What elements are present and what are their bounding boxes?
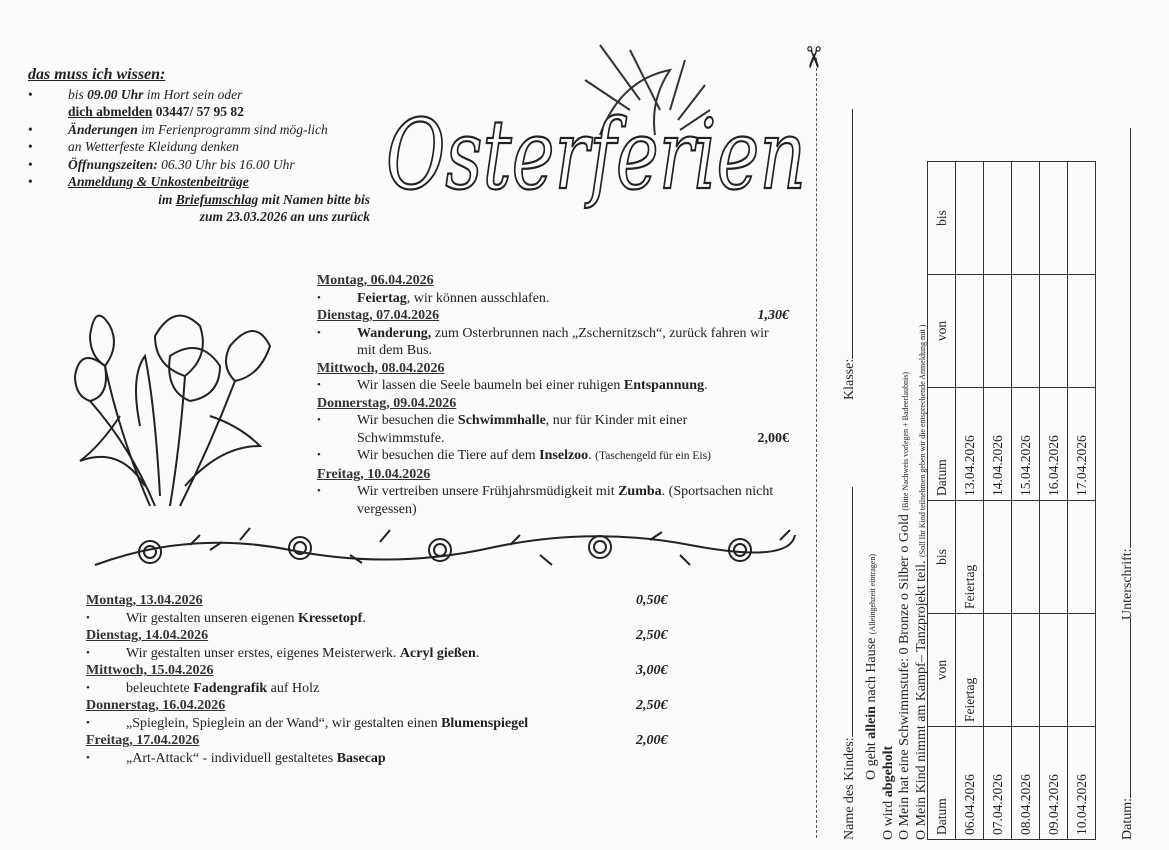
day-heading: Dienstag, 07.04.2026: [317, 308, 440, 323]
activity: • „Spieglein, Spieglein an der Wand“, wir gestalten einen Blumenspiegel: [86, 715, 676, 733]
activity: • Wir lassen die Seele baumeln bei einer ruhigen Entspannung.: [317, 377, 789, 395]
table-row: [1068, 162, 1096, 840]
option-dance[interactable]: O Mein Kind nimmt am Kampf– Tanzprojekt teil. (Soll Ihr Kind teilnehmen geben wir die entsprechende Anmeldung mit ): [914, 324, 929, 840]
time-to-cell[interactable]: [984, 162, 1012, 275]
day-heading: Dienstag, 14.04.2026: [86, 628, 209, 643]
time-to-cell[interactable]: [1068, 501, 1096, 614]
date-cell: 10.04.2026: [1068, 727, 1096, 840]
date-field[interactable]: Datum:: [1120, 618, 1136, 840]
col-header: Datum: [928, 388, 956, 501]
child-name-field[interactable]: Name des Kindes:: [842, 487, 858, 840]
activity: • Wir gestalten unser erstes, eigenes Meisterwerk. Acryl gießen.: [86, 645, 676, 663]
activity: • Wir vertreiben unsere Frühjahrsmüdigkeit mit Zumba. (Sportsachen nicht vergessen): [317, 483, 789, 518]
time-from-cell[interactable]: [1068, 614, 1096, 727]
svg-text:Osterferien: Osterferien: [386, 99, 806, 211]
time-from-cell[interactable]: [1068, 275, 1096, 388]
time-from-cell[interactable]: [1040, 614, 1068, 727]
day-heading: Mittwoch, 08.04.2026: [317, 360, 445, 376]
time-to-cell[interactable]: [984, 501, 1012, 614]
time-to-cell[interactable]: [956, 162, 984, 275]
price: 2,00€: [636, 733, 668, 748]
date-cell: 13.04.2026: [956, 388, 984, 501]
day-heading: Donnerstag, 16.04.2026: [86, 698, 226, 713]
info-item: • bis 09.00 Uhr im Hort sein oder dich abmelden 03447/ 57 95 82: [28, 86, 388, 121]
col-header: von: [928, 275, 956, 388]
activity: • Wir besuchen die Schwimmhalle, nur für Kinder mit einer Schwimmstufe. 2,00€: [317, 412, 789, 447]
activity: • „Art-Attack“ - individuell gestaltetes Basecap: [86, 750, 676, 768]
price: 3,00€: [636, 663, 668, 678]
day-heading: Donnerstag, 09.04.2026: [317, 395, 457, 411]
options: [864, 100, 931, 840]
info-heading: das muss ich wissen:: [28, 66, 166, 83]
price: 2,50€: [636, 698, 668, 713]
option-swim[interactable]: O Mein hat eine Schwimmstufe: 0 Bronze o Silber o Gold (Bitte Nachweis vorlegen + Badeerlaubnis): [897, 371, 912, 840]
time-to-cell[interactable]: [1012, 501, 1040, 614]
day-heading: Freitag, 17.04.2026: [86, 733, 200, 748]
activity: • Feiertag, wir können ausschlafen.: [317, 290, 789, 308]
time-to-cell[interactable]: [1012, 162, 1040, 275]
floral-border: [90, 520, 800, 580]
class-field[interactable]: Klasse:: [842, 109, 858, 400]
date-cell: 14.04.2026: [984, 388, 1012, 501]
col-header: bis: [928, 501, 956, 614]
time-from-cell[interactable]: [984, 275, 1012, 388]
day-heading: Montag, 06.04.2026: [317, 273, 434, 288]
activity: • Wir besuchen die Tiere auf dem Inselzoo. (Taschengeld für ein Eis): [317, 447, 789, 466]
col-header: Datum: [928, 727, 956, 840]
date-cell: 17.04.2026: [1068, 388, 1096, 501]
time-to-cell[interactable]: [1040, 501, 1068, 614]
day-heading: Montag, 13.04.2026: [86, 593, 203, 608]
time-from-cell[interactable]: [956, 275, 984, 388]
info-list: [28, 86, 388, 191]
schedule-week-1: [317, 272, 789, 518]
registration-form: [842, 100, 1142, 840]
date-cell: 06.04.2026: [956, 727, 984, 840]
date-cell: 08.04.2026: [1012, 727, 1040, 840]
price: 2,00€: [757, 430, 789, 446]
price: 0,50€: [636, 593, 668, 608]
schedule-week-2: [86, 592, 676, 767]
price: 1,30€: [757, 308, 789, 323]
day-heading: Freitag, 10.04.2026: [317, 466, 431, 482]
attendance-table: [927, 161, 1096, 840]
crocus-drawing: [60, 296, 280, 516]
table-row: [1012, 162, 1040, 840]
col-header: von: [928, 614, 956, 727]
info-item: • Anmeldung & Unkostenbeiträge: [28, 173, 388, 191]
signature-field[interactable]: Unterschrift:: [1120, 128, 1136, 620]
info-item: • Öffnungszeiten: 06.30 Uhr bis 16.00 Uhr: [28, 156, 388, 174]
activity: • beleuchtete Fadengrafik auf Holz: [86, 680, 676, 698]
date-cell: 16.04.2026: [1040, 388, 1068, 501]
time-from-cell[interactable]: [1012, 614, 1040, 727]
table-row: [1040, 162, 1068, 840]
time-to-cell[interactable]: [1040, 162, 1068, 275]
time-to-cell[interactable]: [1068, 162, 1096, 275]
option-alone[interactable]: O geht allein nach Hause (Alleingehzeit eintragen): [864, 554, 879, 780]
info-box: [28, 66, 388, 226]
time-to-cell[interactable]: Feiertag: [956, 501, 984, 614]
time-from-cell[interactable]: [1012, 275, 1040, 388]
info-item: • Änderungen im Ferienprogramm sind mög-lich: [28, 121, 388, 139]
time-from-cell[interactable]: [984, 614, 1012, 727]
page-title: [386, 96, 816, 211]
date-cell: 15.04.2026: [1012, 388, 1040, 501]
scissors-icon: ✂: [795, 44, 831, 71]
info-item: • an Wetterfeste Kleidung denken: [28, 138, 388, 156]
activity: • Wir gestalten unseren eigenen Kressetopf.: [86, 610, 676, 628]
col-header: bis: [928, 162, 956, 275]
table-row: [956, 162, 984, 840]
table-row: [984, 162, 1012, 840]
date-cell: 07.04.2026: [984, 727, 1012, 840]
time-from-cell[interactable]: Feiertag: [956, 614, 984, 727]
activity: • Wanderung, zum Osterbrunnen nach „Zschernitzsch“, zurück fahren wir mit dem Bus.: [317, 325, 789, 360]
date-cell: 09.04.2026: [1040, 727, 1068, 840]
info-note: im Briefumschlag mit Namen bitte bis zum 23.03.2026 an uns zurück: [158, 191, 370, 224]
time-from-cell[interactable]: [1040, 275, 1068, 388]
day-heading: Mittwoch, 15.04.2026: [86, 663, 214, 678]
price: 2,50€: [636, 628, 668, 643]
cut-line: [816, 58, 817, 838]
option-picked-up[interactable]: O wird abgeholt: [881, 745, 896, 840]
